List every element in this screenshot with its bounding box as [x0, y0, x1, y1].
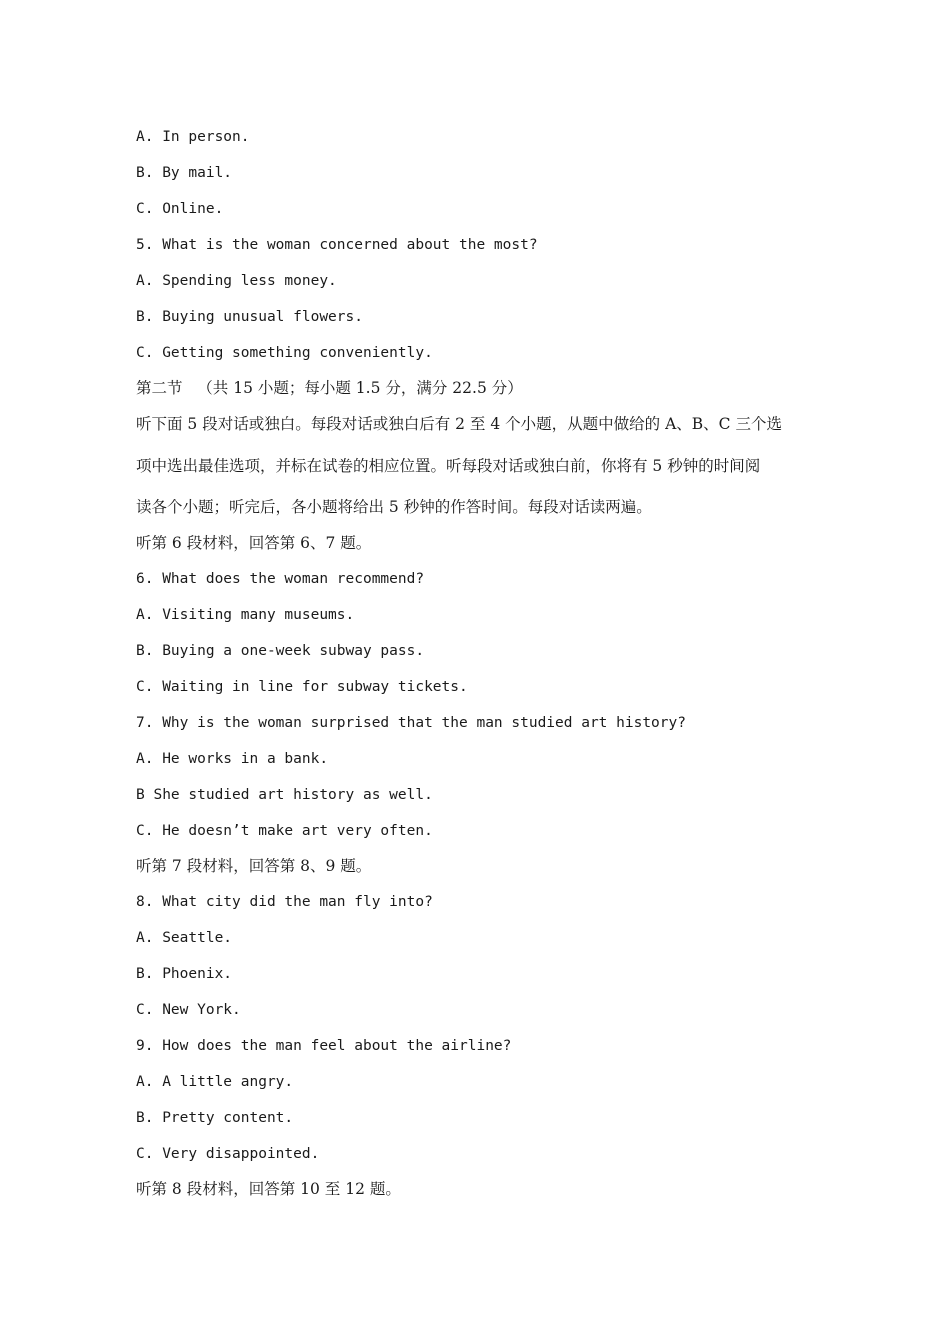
material-8-heading: 听第 8 段材料，回答第 10 至 12 题。: [136, 1180, 401, 1198]
q7-option-b: B She studied art history as well.: [136, 787, 433, 803]
material-6-heading: 听第 6 段材料，回答第 6、7 题。: [136, 534, 372, 552]
q7-option-c: C. He doesn’t make art very often.: [136, 823, 433, 839]
instructions-line-1: 听下面 5 段对话或独白。每段对话或独白后有 2 至 4 个小题，从题中做给的 A、B、C 三个选: [136, 415, 782, 433]
q7-option-a: A. He works in a bank.: [136, 751, 329, 767]
instructions-line-2: 项中选出最佳选项，并标在试卷的相应位置。听每段对话或独白前，你将有 5 秒钟的时间阅: [136, 457, 761, 475]
q9-option-c: C. Very disappointed.: [136, 1146, 320, 1162]
q5-option-c: C. Getting something conveniently.: [136, 345, 433, 361]
material-7-heading: 听第 7 段材料，回答第 8、9 题。: [136, 857, 372, 875]
q4-option-b: B. By mail.: [136, 165, 233, 181]
q4-option-a: A. In person.: [136, 129, 250, 145]
question-7: 7. Why is the woman surprised that the man studied art history?: [136, 715, 686, 731]
question-6: 6. What does the woman recommend?: [136, 571, 425, 587]
question-5: 5. What is the woman concerned about the most?: [136, 237, 538, 253]
q8-option-a: A. Seattle.: [136, 930, 233, 946]
section-two-heading: 第二节 （共 15 小题；每小题 1.5 分，满分 22.5 分）: [136, 379, 523, 397]
q6-option-a: A. Visiting many museums.: [136, 607, 355, 623]
q5-option-b: B. Buying unusual flowers.: [136, 309, 363, 325]
q8-option-b: B. Phoenix.: [136, 966, 233, 982]
question-9: 9. How does the man feel about the airline?: [136, 1038, 512, 1054]
q5-option-a: A. Spending less money.: [136, 273, 337, 289]
q4-option-c: C. Online.: [136, 201, 224, 217]
q8-option-c: C. New York.: [136, 1002, 241, 1018]
question-8: 8. What city did the man fly into?: [136, 894, 433, 910]
q9-option-a: A. A little angry.: [136, 1074, 294, 1090]
q6-option-c: C. Waiting in line for subway tickets.: [136, 679, 468, 695]
q6-option-b: B. Buying a one-week subway pass.: [136, 643, 425, 659]
q9-option-b: B. Pretty content.: [136, 1110, 294, 1126]
instructions-line-3: 读各个小题；听完后，各小题将给出 5 秒钟的作答时间。每段对话读两遍。: [136, 498, 652, 516]
